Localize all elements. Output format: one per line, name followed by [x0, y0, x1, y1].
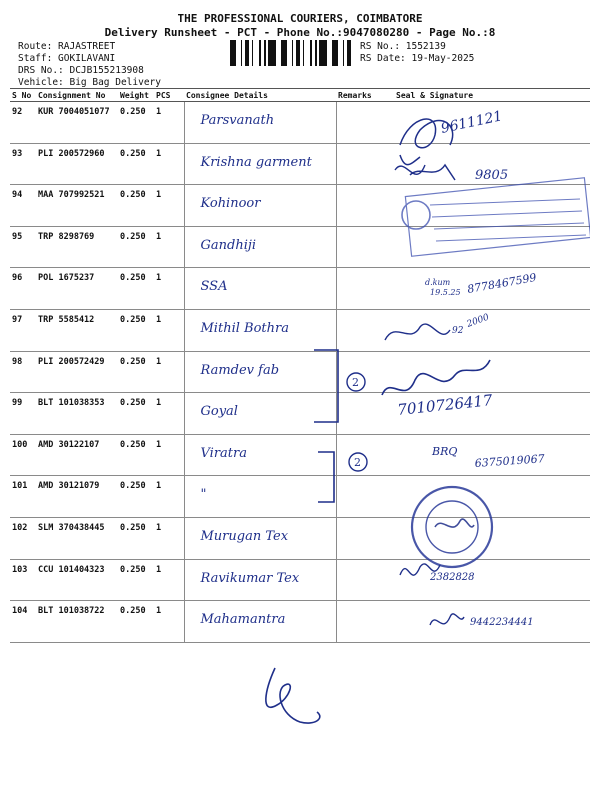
col-remarks: Remarks: [336, 89, 394, 102]
row-sno: 101: [10, 476, 36, 518]
col-sno: S No: [10, 89, 36, 102]
sign-100-b: 6375019067: [474, 452, 546, 470]
row-weight: 0.250: [118, 102, 154, 144]
consignee-handwriting: Kohinoor: [200, 196, 261, 212]
row-pcs: 1: [154, 517, 184, 559]
row-pcs: 1: [154, 309, 184, 351]
row-weight: 0.250: [118, 143, 154, 185]
row-weight: 0.250: [118, 351, 154, 393]
barcode-icon: [230, 40, 354, 66]
row-sno: 92: [10, 102, 36, 144]
sign-96-date: 19.5.25: [430, 288, 461, 297]
barcode-bar: [271, 40, 273, 66]
consignee-handwriting: Ravikumar Tex: [200, 570, 300, 586]
row-consignee: [184, 143, 336, 185]
row-sno: 98: [10, 351, 36, 393]
row-consignee: [184, 185, 336, 227]
row-consignment: TRP 8298769: [36, 226, 118, 268]
staff-label: Staff: GOKILAVANI: [18, 53, 116, 64]
round-seal-icon: [412, 487, 492, 567]
row-consignment: PLI 200572429: [36, 351, 118, 393]
consignee-handwriting: Mahamantra: [200, 612, 286, 628]
row-sno: 99: [10, 393, 36, 435]
sign-104: 9442234441: [470, 617, 534, 628]
barcode-bar: [264, 40, 266, 66]
row-pcs: 1: [154, 143, 184, 185]
row-consignee: [184, 559, 336, 601]
barcode-bar: [315, 40, 317, 66]
barcode-bar: [347, 40, 350, 66]
row-weight: 0.250: [118, 309, 154, 351]
row-consignment: SLM 370438445: [36, 517, 118, 559]
barcode-bar: [281, 40, 284, 66]
drs-label: DRS No.: DCJB155213908: [18, 65, 144, 76]
barcode-bar: [322, 40, 324, 66]
row-weight: 0.250: [118, 268, 154, 310]
barcode-bar: [296, 40, 299, 66]
route-label: Route: RAJASTREET: [18, 41, 116, 52]
row-consignee: [184, 226, 336, 268]
row-pcs: 1: [154, 268, 184, 310]
barcode-bar: [299, 40, 300, 66]
runsheet-subtitle: Delivery Runsheet - PCT - Phone No.:9047080280 - Page No.:8: [104, 26, 496, 39]
consignee-handwriting: Goyal: [200, 404, 238, 420]
row-pcs: 1: [154, 226, 184, 268]
barcode-bar: [248, 40, 249, 66]
barcode-bar: [319, 40, 322, 66]
row-weight: 0.250: [118, 476, 154, 518]
row-consignee: [184, 102, 336, 144]
col-consignee: Consignee Details: [184, 89, 336, 102]
row-consignment: AMD 30121079: [36, 476, 118, 518]
barcode-bar: [241, 40, 242, 66]
sign-97-a: 92: [452, 326, 464, 336]
row-consignment: AMD 30122107: [36, 434, 118, 476]
row-weight: 0.250: [118, 517, 154, 559]
barcode-bar: [284, 40, 287, 66]
row-pcs: 1: [154, 434, 184, 476]
row-pcs: 1: [154, 476, 184, 518]
sign-99: 7010726417: [396, 391, 494, 419]
row-sno: 103: [10, 559, 36, 601]
row-pcs: 1: [154, 559, 184, 601]
consignee-handwriting: SSA: [200, 279, 228, 295]
signature-column: [380, 95, 590, 655]
row-consignment: TRP 5585412: [36, 309, 118, 351]
row-consignment: POL 1675237: [36, 268, 118, 310]
vehicle-label: Vehicle: Big Bag Delivery: [18, 77, 161, 88]
row-sno: 94: [10, 185, 36, 227]
rs-date: RS Date: 19-May-2025: [360, 53, 475, 64]
consignee-handwriting: Parsvanath: [200, 113, 275, 128]
row-pcs: 1: [154, 102, 184, 144]
row-sno: 102: [10, 517, 36, 559]
barcode-bar: [268, 40, 271, 66]
sign-97-b: 2000: [465, 312, 491, 330]
barcode-bar: [245, 40, 248, 66]
sign-96-phone: 8778467599: [466, 270, 538, 296]
barcode-bar: [343, 40, 344, 66]
row-consignment: MAA 707992521: [36, 185, 118, 227]
bracket-annotations: [300, 340, 380, 540]
consignee-handwriting: Gandhiji: [200, 237, 257, 253]
consignee-handwriting: Krishna garment: [200, 154, 312, 170]
row-consignee: [184, 601, 336, 643]
col-pcs: PCS: [154, 89, 184, 102]
barcode-bar: [324, 40, 327, 66]
row-pcs: 1: [154, 601, 184, 643]
col-consignment: Consignment No: [36, 89, 118, 102]
col-weight: Weight: [118, 89, 154, 102]
rs-number: RS No.: 1552139: [360, 41, 446, 52]
row-consignment: KUR 7004051077: [36, 102, 118, 144]
sign-100-a: BRQ: [432, 445, 458, 458]
row-weight: 0.250: [118, 559, 154, 601]
sign-93: 9805: [475, 168, 509, 183]
row-consignment: BLT 101038353: [36, 393, 118, 435]
sign-96-name: d.kum: [425, 278, 451, 287]
col-seal: Seal & Signature: [394, 89, 590, 102]
barcode-bar: [273, 40, 276, 66]
shop-stamp-icon: [402, 178, 590, 256]
barcode-bar: [335, 40, 338, 66]
barcode-bar: [292, 40, 293, 66]
barcode-bar: [332, 40, 335, 66]
row-sno: 104: [10, 601, 36, 643]
company-title: THE PROFESSIONAL COURIERS, COIMBATORE: [177, 12, 423, 25]
row-consignment: PLI 200572960: [36, 143, 118, 185]
barcode-bar: [230, 40, 233, 66]
row-weight: 0.250: [118, 185, 154, 227]
row-sno: 97: [10, 309, 36, 351]
barcode-bar: [350, 40, 351, 66]
barcode-bar: [303, 40, 304, 66]
group-b-count: 2: [354, 456, 361, 469]
row-pcs: 1: [154, 393, 184, 435]
barcode-bar: [252, 40, 253, 66]
sign-103: 2382828: [430, 572, 475, 583]
consignee-handwriting: Viratra: [200, 445, 247, 461]
consignee-handwriting: Mithil Bothra: [200, 320, 289, 336]
row-consignment: CCU 101404323: [36, 559, 118, 601]
row-consignment: BLT 101038722: [36, 601, 118, 643]
barcode-bar: [310, 40, 312, 66]
row-sno: 96: [10, 268, 36, 310]
group-a-count: 2: [352, 376, 359, 389]
row-sno: 95: [10, 226, 36, 268]
consignee-handwriting: Murugan Tex: [200, 528, 289, 544]
row-weight: 0.250: [118, 226, 154, 268]
barcode-bar: [259, 40, 261, 66]
consignee-handwriting: Ramdev fab: [200, 362, 280, 378]
barcode-bar: [233, 40, 236, 66]
staff-signature-icon: [255, 660, 345, 740]
row-sno: 100: [10, 434, 36, 476]
row-pcs: 1: [154, 185, 184, 227]
row-weight: 0.250: [118, 434, 154, 476]
consignee-handwriting: ": [200, 487, 207, 503]
row-weight: 0.250: [118, 601, 154, 643]
row-pcs: 1: [154, 351, 184, 393]
row-sno: 93: [10, 143, 36, 185]
row-weight: 0.250: [118, 393, 154, 435]
sign-92: 9611121: [439, 108, 504, 137]
row-consignee: [184, 268, 336, 310]
